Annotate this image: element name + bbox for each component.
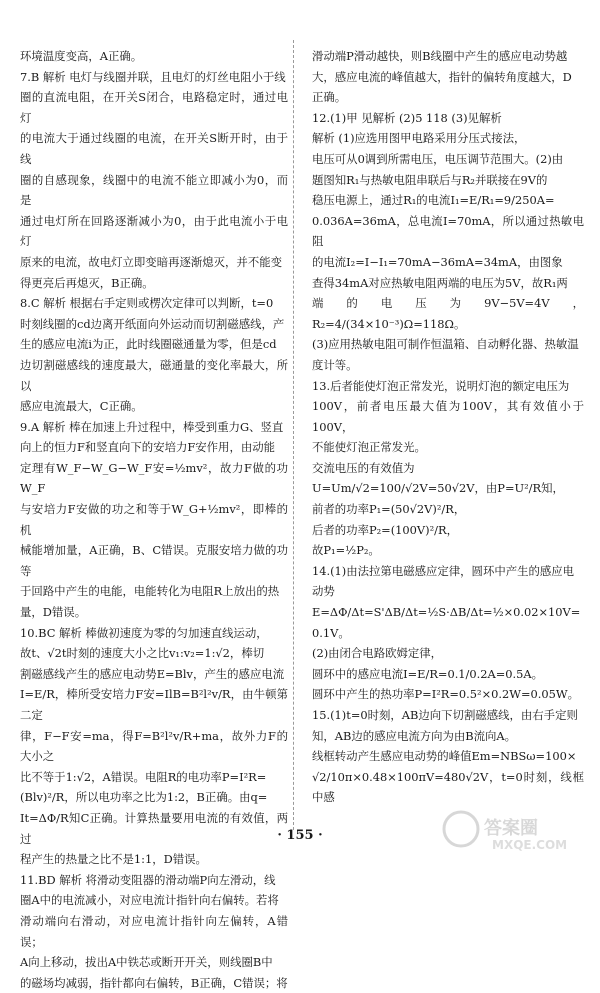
left-text-line: 圈的直流电阻，在开关S闭合，电路稳定时，通过电灯 — [20, 90, 288, 125]
left-text-line: 原来的电流，故电灯立即变暗再逐渐熄灭，并不能变 — [20, 254, 282, 269]
left-text-line: 圈A中的电流减小，对应电流计指针向右偏转。若将 — [20, 893, 279, 908]
left-text-line: 感应电流最大，C正确。 — [20, 399, 143, 414]
left-text-line: 律，F−F安=ma，得F=B²l²v/R+ma，故外力F的大小之 — [20, 728, 288, 764]
right-text-line: 13.后者能使灯泡正常发光，说明灯泡的额定电压为 — [312, 378, 570, 393]
right-text-line: (3)应用热敏电阻可制作恒温箱、自动孵化器、热敏温 — [312, 337, 579, 352]
left-text-line: 械能增加量，A正确，B、C错误。克服安培力做的功等 — [20, 543, 288, 578]
right-text-line: 后者的功率P₂=(100V)²/R， — [312, 522, 458, 537]
right-text-line: 查得34mA对应热敏电阻两端的电压为5V，故R₁两 — [312, 275, 568, 290]
left-text-line: 程产生的热量之比不是1:1，D错误。 — [20, 852, 207, 867]
right-text-line: 线框转动产生感应电动势的峰值Em=NBSω=100× — [312, 749, 577, 764]
left-text-line: 的磁场均减弱，指针都向右偏转，B正确，C错误；将 — [20, 975, 288, 990]
right-text-line: 正确。 — [312, 90, 347, 105]
right-text-line: 15.(1)t=0时刻，AB边向下切割磁感线，由右手定则 — [312, 708, 578, 722]
right-text-line: 电压可从0调到所需电压，电压调节范围大。(2)由 — [312, 151, 564, 166]
right-text-line: 0.036A=36mA，总电流I=70mA，所以通过热敏电阻 — [312, 213, 584, 249]
right-text-line: 滑动端P滑动越快，则B线圈中产生的感应电动势越 — [312, 49, 568, 63]
right-text-line: 前者的功率P₁=(50√2V)²/R， — [312, 502, 466, 517]
right-text-line: 解析 (1)应选用图甲电路采用分压式接法， — [312, 131, 526, 146]
right-text-line: E=ΔΦ/Δt=S'ΔB/Δt=½S·ΔB/Δt=½×0.02×10V= — [312, 605, 581, 620]
right-text-line: √2/10π×0.48×100πV=480√2V，t=0时刻，线框中感 — [312, 769, 584, 805]
right-text-line: 的电流I₂=I−I₁=70mA−36mA=34mA，由图象 — [312, 254, 563, 269]
right-text-line: 100V，前者电压最大值为100V，其有效值小于100V， — [312, 399, 584, 434]
left-text-line: 定理有W_F−W_G−W_F安=½mv²，故力F做的功W_F — [20, 460, 288, 496]
left-text-line: 边切割磁感线的速度最大，磁通量的变化率最大，所以 — [20, 357, 288, 393]
right-text-line: 交流电压的有效值为 — [312, 460, 415, 475]
right-text-line: 大，感应电流的峰值越大，指针的偏转角度越大，D — [312, 69, 572, 84]
right-text-line: 0.1V。 — [312, 625, 350, 640]
svg-text:MXQE.COM: MXQE.COM — [492, 838, 568, 852]
left-text-line: 故t、√2t时刻的速度大小之比v₁:v₂=1:√2，棒切 — [20, 646, 265, 661]
right-text-line: 圆环中的感应电流I=E/R=0.1/0.2A=0.5A。 — [312, 666, 544, 681]
left-text-line: 生的感应电流i为正，此时线圈磁通量为零，但是cd — [20, 337, 277, 352]
right-text-line: 不能使灯泡正常发光。 — [312, 440, 426, 455]
left-text-line: 环境温度变高，A正确。 — [20, 49, 143, 63]
right-text-line: 端的电压为9V−5V=4V，R₂=4/(34×10⁻³)Ω=118Ω。 — [312, 296, 584, 331]
right-text-line: 动势 — [312, 584, 335, 599]
right-text-line: U=Um/√2=100/√2V=50√2V，由P=U²/R知， — [312, 481, 564, 496]
left-text-line: 10.BC 解析 棒做初速度为零的匀加速直线运动， — [20, 625, 268, 640]
left-text-line: A向上移动，拔出A中铁芯或断开开关，则线圈B中 — [20, 955, 273, 970]
left-text-line: 11.BD 解析 将滑动变阻器的滑动端P向左滑动，线 — [20, 872, 276, 887]
left-text-line: 滑动端向右滑动，对应电流计指针向左偏转，A错误； — [20, 913, 288, 949]
watermark-logo — [440, 808, 590, 852]
left-text-line: 的电流大于通过线圈的电流，在开关S断开时，由于线 — [20, 131, 288, 166]
left-text-line: 向上的恒力F和竖直向下的安培力F安作用，由动能 — [20, 440, 276, 455]
left-text-line: 得更亮后再熄灭，B正确。 — [20, 275, 154, 290]
right-text-line: 知，AB边的感应电流方向为由B流向A。 — [312, 728, 517, 743]
left-column — [20, 46, 288, 993]
left-text-line: (Blv)²/R，所以电功率之比为1:2，B正确。由q= — [20, 790, 268, 805]
right-text-line: (2)由闭合电路欧姆定律， — [312, 646, 443, 661]
right-text-line: 度计等。 — [312, 357, 358, 372]
left-text-line: I=E/R，棒所受安培力F安=IlB=B²l²v/R，由牛顿第二定 — [20, 687, 288, 722]
right-text-line: 故P₁=½P₂。 — [312, 543, 380, 558]
left-text-line: 与安培力F安做的功之和等于W_G+½mv²，即棒的机 — [20, 502, 288, 537]
left-text-line: 圈的自感现象，线圈中的电流不能立即减小为0，而是 — [20, 172, 288, 208]
left-text-line: 7.B 解析 电灯与线圈并联，且电灯的灯丝电阻小于线 — [20, 69, 286, 84]
right-text-line: 圆环中产生的热功率P=I²R=0.5²×0.2W=0.05W。 — [312, 687, 579, 702]
right-text-line: 题图知R₁与热敏电阻串联后与R₂并联接在9V的 — [312, 172, 548, 187]
page-number: · 155 · — [277, 828, 323, 843]
right-text-line: 14.(1)由法拉第电磁感应定律，圆环中产生的感应电 — [312, 563, 575, 578]
left-text-line: 时刻线圈的cd边离开纸面向外运动而切割磁感线，产 — [20, 316, 285, 331]
left-text-line: 割磁感线产生的感应电动势E=Blv，产生的感应电流 — [20, 666, 285, 681]
left-text-line: 通过电灯所在回路逐渐减小为0，由于此电流小于电灯 — [20, 213, 288, 249]
column-divider — [293, 40, 294, 830]
right-text-line: 稳压电源上，通过R₁的电流I₁=E/R₁=9/250A= — [312, 193, 555, 208]
left-text-line: 8.C 解析 根据右手定则或楞次定律可以判断，t=0 — [20, 296, 274, 311]
left-text-line: 9.A 解析 棒在加速上升过程中，棒受到重力G、竖直 — [20, 419, 284, 434]
left-text-line: 量，D错误。 — [20, 605, 87, 620]
left-text-line: 于回路中产生的电能，电能转化为电阻R上放出的热 — [20, 584, 280, 599]
right-text-line: 12.(1)甲 见解析 (2)5 118 (3)见解析 — [312, 110, 502, 125]
right-column — [312, 46, 584, 808]
svg-text:答案圈: 答案圈 — [484, 818, 538, 839]
left-text-line: 比不等于1:√2，A错误。电阻R的电功率P=I²R= — [20, 769, 267, 784]
left-text-line: It=ΔΦ/R知C正确。计算热量要用电流的有效值，两过 — [20, 810, 288, 846]
